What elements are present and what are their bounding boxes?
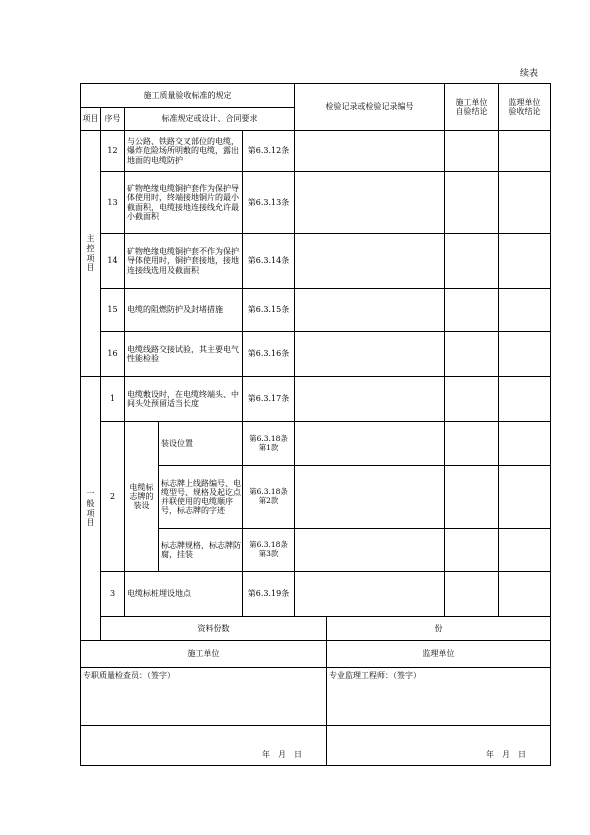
construction-cell[interactable] (445, 422, 499, 466)
supervision-cell[interactable] (499, 422, 551, 466)
row-number: 14 (101, 234, 125, 289)
construction-cell[interactable] (445, 529, 499, 572)
supervision-cell[interactable] (499, 377, 551, 422)
record-cell[interactable] (295, 377, 445, 422)
row-number: 15 (101, 289, 125, 332)
requirement-text: 标志牌规格，标志牌防腐，挂装 (159, 529, 243, 572)
general-row-3 (81, 572, 551, 617)
requirement-text: 矿物绝缘电缆铜护套不作为保护导体使用时，铜护套接地，接地连接线选用及截面积 (125, 234, 243, 289)
supervision-unit-title: 监理单位 (327, 641, 551, 668)
requirement-text: 矿物绝缘电缆铜护套作为保护导体使用时，终端接地铜片的最小截面积，电缆接地连接线允许最小截面积 (125, 172, 243, 234)
record-column-header: 检验记录或检验记录编号 (295, 84, 445, 131)
clause-ref: 第6.3.14条 (243, 234, 295, 289)
supervision-cell[interactable] (499, 131, 551, 172)
row-number: 13 (101, 172, 125, 234)
record-cell[interactable] (295, 289, 445, 332)
row-number: 3 (101, 572, 125, 617)
main-row-16 (81, 332, 551, 377)
construction-cell[interactable] (445, 572, 499, 617)
date-right: 年 月 日 (327, 726, 551, 766)
clause-ref: 第6.3.17条 (243, 377, 295, 422)
clause-ref: 第6.3.18条 第1款 (243, 422, 295, 466)
continued-label: 续表 (520, 69, 539, 79)
record-cell[interactable] (295, 572, 445, 617)
record-cell[interactable] (295, 466, 445, 529)
construction-cell[interactable] (445, 466, 499, 529)
main-row-14 (81, 234, 551, 289)
general-row-2-sub-1 (81, 422, 551, 466)
clause-ref: 第6.3.12条 (243, 131, 295, 172)
record-cell[interactable] (295, 172, 445, 234)
general-row-1 (81, 377, 551, 422)
construction-cell[interactable] (445, 234, 499, 289)
standard-group-header: 施工质量验收标准的规定 (81, 84, 295, 108)
supervision-cell[interactable] (499, 466, 551, 529)
item-column-header: 项目 (81, 108, 101, 131)
requirement-column-header: 标准规定或设计、合同要求 (125, 108, 295, 131)
row-number: 12 (101, 131, 125, 172)
requirement-text: 与公路、铁路交叉部位的电缆，爆炸危险场所明敷的电缆，露出地面的电缆防护 (125, 131, 243, 172)
record-cell[interactable] (295, 422, 445, 466)
construction-cell[interactable] (445, 332, 499, 377)
clause-ref: 第6.3.13条 (243, 172, 295, 234)
construction-unit-title: 施工单位 (81, 641, 327, 668)
construction-cell[interactable] (445, 172, 499, 234)
requirement-text: 电缆线路交接试验，其主要电气性能检验 (125, 332, 243, 377)
supervision-conclusion-header: 监理单位 验收结论 (499, 84, 551, 131)
requirement-text: 装设位置 (159, 422, 243, 466)
acceptance-table (80, 83, 551, 766)
date-row (81, 726, 551, 766)
construction-conclusion-header: 施工单位 自验结论 (445, 84, 499, 131)
doc-count-row (81, 617, 551, 641)
record-cell[interactable] (295, 332, 445, 377)
engineer-signature[interactable]: 专业监理工程师：（签字） (327, 668, 551, 726)
doc-count-label: 资料份数 (101, 617, 327, 641)
record-cell[interactable] (295, 234, 445, 289)
header-row-1 (81, 84, 551, 108)
clause-ref: 第6.3.16条 (243, 332, 295, 377)
requirement-text: 电缆敷设时，在电缆终端头、中间头处预留适当长度 (125, 377, 243, 422)
supervision-cell[interactable] (499, 529, 551, 572)
supervision-cell[interactable] (499, 172, 551, 234)
inspector-signature[interactable]: 专职质量检查员：（签字） (81, 668, 327, 726)
requirement-text: 电缆标桩埋设地点 (125, 572, 243, 617)
seq-column-header: 序号 (101, 108, 125, 131)
row-number: 16 (101, 332, 125, 377)
supervision-cell[interactable] (499, 234, 551, 289)
record-cell[interactable] (295, 529, 445, 572)
clause-ref: 第6.3.18条 第3款 (243, 529, 295, 572)
date-left: 年 月 日 (81, 726, 327, 766)
construction-cell[interactable] (445, 377, 499, 422)
clause-ref: 第6.3.15条 (243, 289, 295, 332)
supervision-cell[interactable] (499, 332, 551, 377)
doc-count-unit[interactable]: 份 (327, 617, 551, 641)
row-number: 2 (101, 422, 125, 572)
signature-row (81, 668, 551, 726)
requirement-text: 标志牌上线路编号、电缆型号、规格及起讫点并联使用的电缆顺序号，标志牌的字迹 (159, 466, 243, 529)
main-items-label: 主 控 项 目 (81, 131, 101, 377)
supervision-cell[interactable] (499, 572, 551, 617)
requirement-text: 电缆的阻燃防护及封堵措施 (125, 289, 243, 332)
record-cell[interactable] (295, 131, 445, 172)
construction-cell[interactable] (445, 289, 499, 332)
main-row-15 (81, 289, 551, 332)
clause-ref: 第6.3.19条 (243, 572, 295, 617)
sign-group-label: 电缆标 志牌的 装设 (125, 422, 159, 572)
clause-ref: 第6.3.18条 第2款 (243, 466, 295, 529)
construction-cell[interactable] (445, 131, 499, 172)
row-number: 1 (101, 377, 125, 422)
units-row (81, 641, 551, 668)
general-items-label: 一 般 项 目 (81, 377, 101, 641)
main-row-12 (81, 131, 551, 172)
main-row-13 (81, 172, 551, 234)
supervision-cell[interactable] (499, 289, 551, 332)
